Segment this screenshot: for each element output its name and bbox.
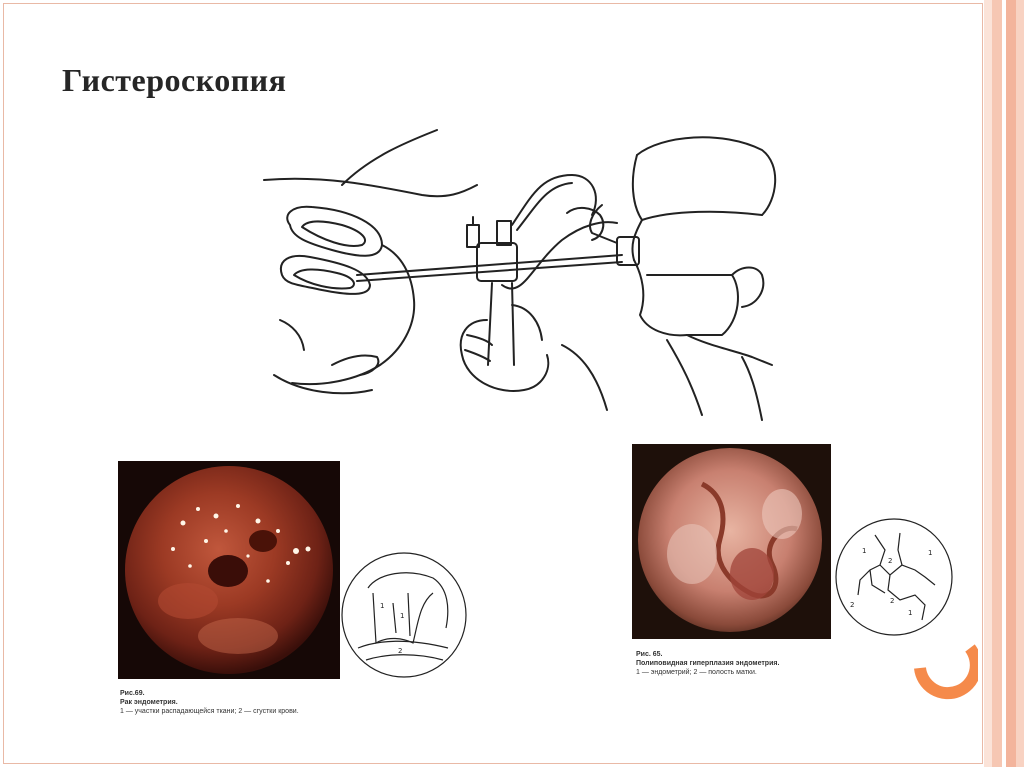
svg-text:1: 1 [908, 609, 913, 617]
polypoid-hyperplasia-schematic [830, 515, 958, 639]
svg-text:1: 1 [400, 612, 405, 620]
figure-69-number: Рис.69. [120, 690, 145, 697]
figure-65-title: Полиповидная гиперплазия эндометрия. [636, 660, 780, 667]
accent-ring-decoration [912, 644, 978, 710]
decorative-stripes [984, 0, 1024, 767]
figure-65-legend: 1 — эндометрий; 2 — полость матки. [636, 669, 757, 676]
svg-text:1: 1 [862, 547, 867, 555]
svg-text:1: 1 [928, 549, 933, 557]
figure-69-legend: 1 — участки распадающейся ткани; 2 — сгустки крови. [120, 708, 299, 715]
svg-text:2: 2 [398, 647, 403, 655]
hysteroscopy-procedure-illustration [262, 125, 782, 425]
slide-title: Гистероскопия [62, 62, 287, 98]
figure-65-number: Рис. 65. [636, 651, 663, 658]
svg-text:2: 2 [850, 601, 855, 609]
svg-text:1: 1 [380, 602, 385, 610]
figure-69-title: Рак эндометрия. [120, 699, 178, 706]
svg-text:2: 2 [888, 557, 893, 565]
figure-69-caption [120, 689, 299, 716]
svg-text:2: 2 [890, 597, 895, 605]
polypoid-hyperplasia-photo [632, 444, 831, 639]
endometrial-cancer-schematic [338, 548, 470, 683]
figure-65-caption [636, 650, 779, 677]
endometrial-cancer-photo [118, 461, 340, 679]
